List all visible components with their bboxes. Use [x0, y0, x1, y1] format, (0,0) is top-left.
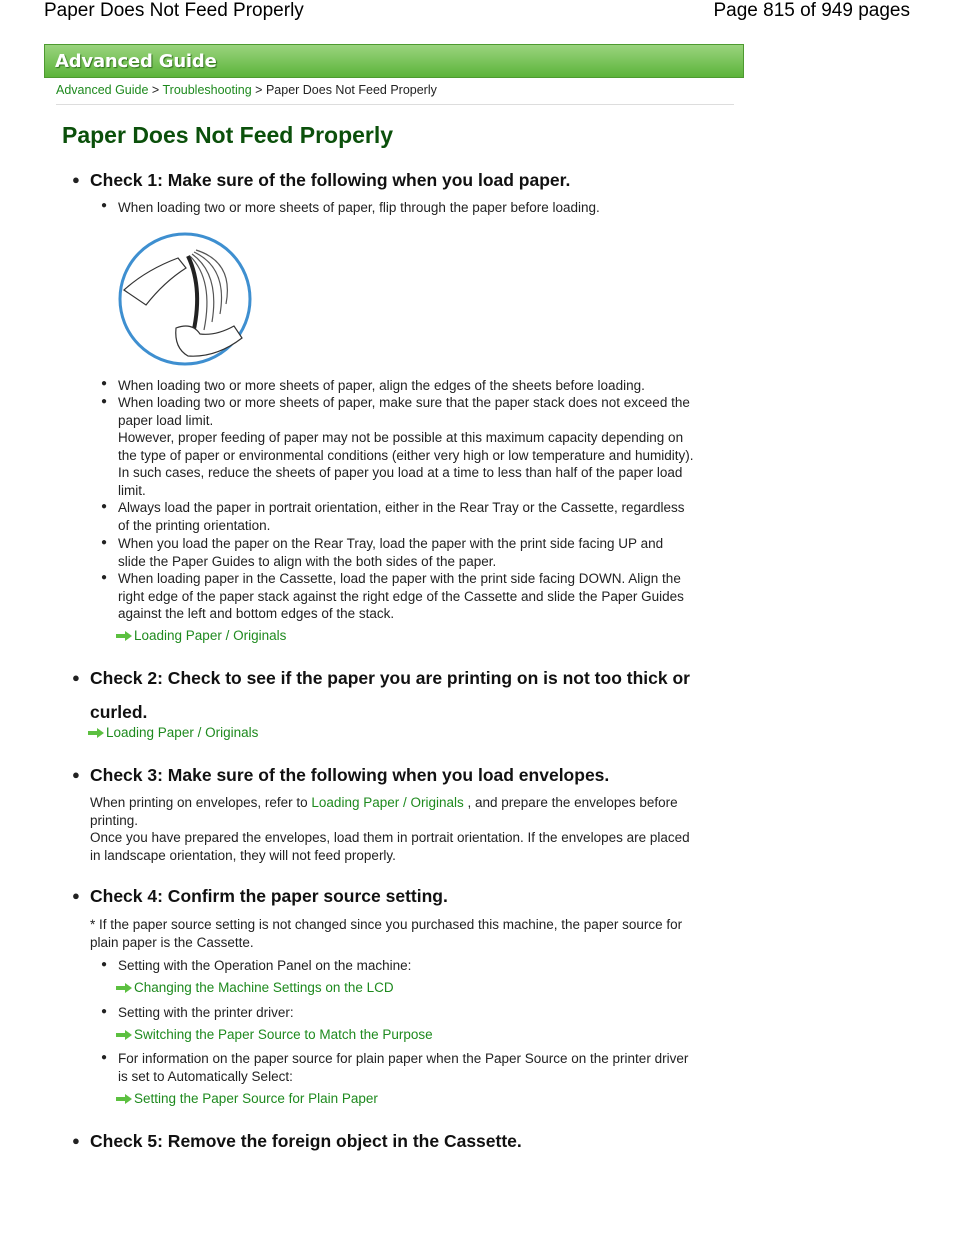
check1-item6 [118, 570, 684, 623]
bullet-icon: ● [72, 172, 80, 187]
bullet-icon: ● [72, 888, 80, 903]
text-line: against the left and bottom edges of the stack. [118, 606, 395, 621]
text-line: In such cases, reduce the sheets of paper you load at a time to less than half of the paper load [118, 465, 683, 480]
text-line: of the printing orientation. [118, 517, 271, 533]
text-line: plain paper is the Cassette. [90, 934, 254, 950]
check4-item3 [118, 1050, 688, 1085]
breadcrumb-divider [56, 104, 734, 105]
check1-heading: Check 1: Make sure of the following when you load paper. [90, 170, 571, 190]
breadcrumb [56, 83, 437, 97]
bullet-icon: ● [101, 572, 108, 583]
text-span: When printing on envelopes, refer to [90, 795, 308, 810]
check1-item1: When loading two or more sheets of paper, flip through the paper before loading. [118, 200, 600, 215]
check1-item5 [118, 535, 663, 570]
page-title: Paper Does Not Feed Properly [62, 122, 394, 148]
text-line: * If the paper source setting is not changed since you purchased this machine, the paper source for [90, 917, 683, 932]
bullet-icon: ● [101, 537, 108, 548]
text-span: , and prepare the envelopes before [467, 795, 678, 810]
bullet-icon: ● [101, 501, 108, 512]
bullet-icon: ● [72, 1133, 80, 1148]
bullet-icon: ● [101, 200, 108, 211]
text-line: However, proper feeding of paper may not be possible at this maximum capacity depending on [118, 430, 684, 445]
switch-paper-source-link[interactable]: Switching the Paper Source to Match the Purpose [134, 1027, 433, 1042]
check4-heading: Check 4: Confirm the paper source setting. [90, 886, 448, 906]
bullet-icon: ● [101, 959, 108, 970]
breadcrumb-separator: > [151, 83, 160, 97]
check3-paragraph [90, 794, 730, 864]
text-line: printing. [90, 812, 139, 828]
breadcrumb-separator: > [255, 83, 263, 97]
text-line [90, 794, 730, 812]
loading-paper-link[interactable]: Loading Paper / Originals [134, 628, 287, 643]
text-line: When loading two or more sheets of paper, make sure that the paper stack does not exceed the [118, 395, 690, 410]
check4-link3-row [116, 1091, 378, 1106]
bullet-icon: ● [101, 396, 108, 407]
check1-item4 [118, 499, 685, 534]
breadcrumb-current: Paper Does Not Feed Properly [265, 83, 437, 97]
bullet-icon: ● [72, 767, 80, 782]
banner-label: Advanced Guide [55, 51, 217, 72]
text-line: Always load the paper in portrait orientation, either in the Rear Tray or the Cassette, regardless [118, 500, 685, 515]
advanced-guide-banner [44, 44, 744, 78]
bullet-icon: ● [101, 378, 108, 389]
text-line: When you load the paper on the Rear Tray, load the paper with the print side facing UP and [118, 536, 664, 551]
check3-heading: Check 3: Make sure of the following when you load envelopes. [90, 765, 610, 785]
plain-paper-source-link[interactable]: Setting the Paper Source for Plain Paper [134, 1091, 378, 1106]
bullet-icon: ● [72, 670, 80, 685]
right-arrow-icon [116, 631, 132, 641]
right-arrow-icon [116, 1094, 132, 1104]
text-line: the type of paper or environmental conditions (either very high or low temperature and humidity). [118, 447, 694, 463]
right-arrow-icon [88, 728, 104, 738]
check4-item1: Setting with the Operation Panel on the machine: [118, 958, 412, 973]
text-line: in landscape orientation, they will not feed properly. [90, 847, 396, 863]
page-header-title: Paper Does Not Feed Properly [44, 0, 304, 21]
right-arrow-icon [116, 983, 132, 993]
text-line: For information on the paper source for plain paper when the Paper Source on the printer driver [118, 1051, 689, 1066]
text-line: right edge of the paper stack against the right edge of the Cassette and slide the Paper Guides [118, 588, 684, 604]
check5-heading: Check 5: Remove the foreign object in the Cassette. [90, 1131, 522, 1151]
text-line: limit. [118, 482, 146, 498]
breadcrumb-advanced-guide[interactable]: Advanced Guide [56, 83, 149, 97]
text-line: paper load limit. [118, 412, 214, 428]
check2-link-row [88, 725, 258, 740]
check2-heading-cont: curled. [90, 702, 148, 722]
machine-settings-lcd-link[interactable]: Changing the Machine Settings on the LCD [134, 980, 394, 995]
text-line: When loading paper in the Cassette, load the paper with the print side facing DOWN. Align the [118, 571, 681, 586]
check4-link2-row [116, 1027, 433, 1042]
bullet-icon: ● [101, 1052, 108, 1063]
loading-paper-link[interactable]: Loading Paper / Originals [106, 725, 259, 740]
page-number: Page 815 of 949 pages [713, 0, 910, 21]
flip-paper-illustration-icon [116, 230, 254, 373]
check1-link-row [116, 628, 286, 643]
check1-item2: When loading two or more sheets of paper, align the edges of the sheets before loading. [118, 378, 645, 393]
loading-paper-link[interactable]: Loading Paper / Originals [311, 795, 464, 810]
text-line: slide the Paper Guides to align with the both sides of the paper. [118, 553, 497, 569]
check4-item2: Setting with the printer driver: [118, 1005, 294, 1020]
bullet-icon: ● [101, 1006, 108, 1017]
check4-link1-row [116, 980, 394, 995]
check2-heading: Check 2: Check to see if the paper you are printing on is not too thick or [90, 668, 690, 688]
text-line: is set to Automatically Select: [118, 1068, 293, 1084]
text-line: Once you have prepared the envelopes, load them in portrait orientation. If the envelopes are placed [90, 830, 690, 845]
right-arrow-icon [116, 1030, 132, 1040]
check1-item3 [118, 394, 694, 499]
breadcrumb-troubleshooting[interactable]: Troubleshooting [162, 83, 252, 97]
check4-note [90, 916, 682, 951]
